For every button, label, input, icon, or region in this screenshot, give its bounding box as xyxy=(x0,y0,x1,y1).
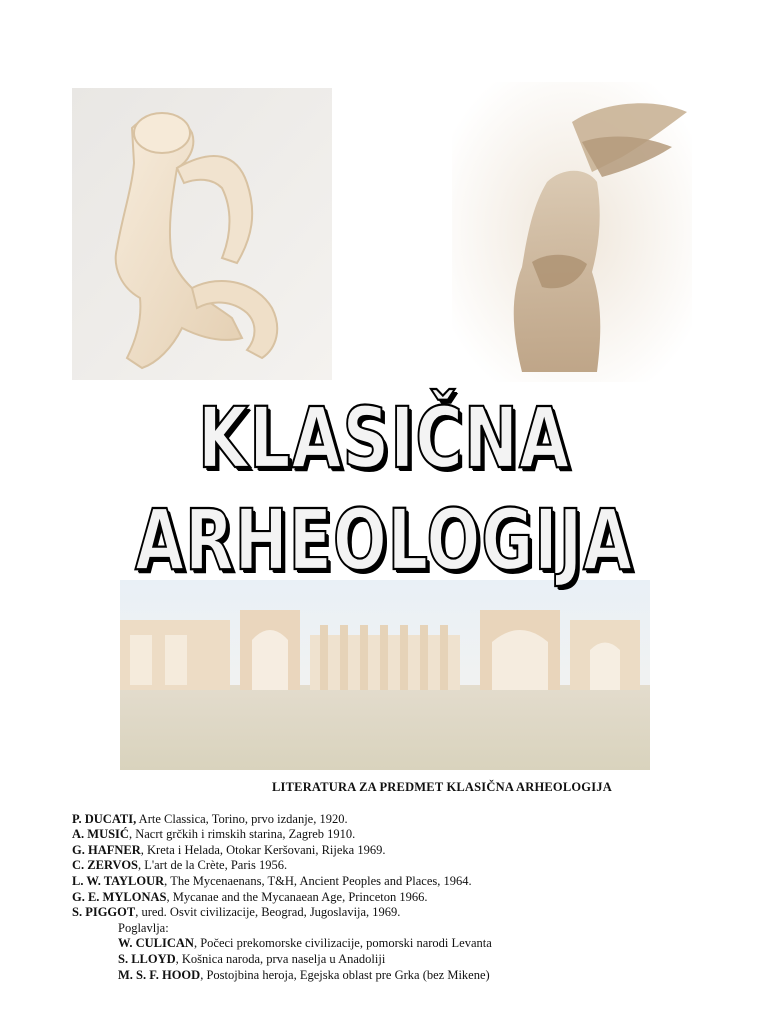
entry-text: , Kreta i Helada, Otokar Keršovani, Rijeka 1969. xyxy=(140,842,386,857)
chapter-text: , Postojbina heroja, Egejska oblast pre Grka (bez Mikene) xyxy=(200,967,490,982)
chapter-author: M. S. F. HOOD xyxy=(118,967,201,982)
chapter-author: W. CULICAN xyxy=(118,936,194,951)
entry-text: , ured. Osvit civilizacije, Beograd, Jugoslavija, 1969. xyxy=(135,905,401,920)
entry-author: L. W. TAYLOUR xyxy=(72,873,165,888)
bibliography-entry xyxy=(72,905,712,921)
ruins-landscape-icon xyxy=(120,580,650,770)
chapters-label: Poglavlja: xyxy=(118,920,169,935)
bibliography-entry xyxy=(72,874,712,890)
title-line-1: KLASIČNA xyxy=(197,389,571,487)
bibliography-entry xyxy=(72,827,712,843)
entry-text: , L'art de la Crète, Paris 1956. xyxy=(138,858,288,873)
entry-author: C. ZERVOS xyxy=(72,858,138,873)
chapter-entry xyxy=(72,968,712,984)
winged-victory-statue-icon xyxy=(452,82,692,382)
entry-author: A. MUSIĆ xyxy=(72,827,129,842)
chapter-entry xyxy=(72,952,712,968)
entry-text: , The Mycenaenans, T&H, Ancient Peoples and Places, 1964. xyxy=(164,873,472,888)
bibliography-entry xyxy=(72,858,712,874)
entry-author: G. HAFNER xyxy=(72,842,141,857)
entry-author: G. E. MYLONAS xyxy=(72,889,167,904)
bibliography-entry xyxy=(72,890,712,906)
bibliography-heading: LITERATURA ZA PREDMET KLASIČNA ARHEOLOGIJA xyxy=(272,780,612,794)
bibliography-entry xyxy=(72,812,712,828)
chapter-author: S. LLOYD xyxy=(118,951,176,966)
entry-author: S. PIGGOT xyxy=(72,905,136,920)
entry-text: Arte Classica, Torino, prvo izdanje, 1920. xyxy=(136,811,348,826)
entry-text: , Mycanae and the Mycanaean Age, Princeton 1966. xyxy=(166,889,428,904)
chapter-entry xyxy=(72,936,712,952)
bibliography xyxy=(72,780,712,983)
entry-author: P. DUCATI, xyxy=(72,811,137,826)
bibliography-entry xyxy=(72,843,712,859)
chapter-text: , Počeci prekomorske civilizacije, pomorski narodi Levanta xyxy=(193,936,492,951)
chapter-text: , Košnica naroda, prva naselja u Anadoliji xyxy=(175,951,386,966)
entry-text: , Nacrt grčkih i rimskih starina, Zagreb 1910. xyxy=(128,827,356,842)
seated-statue-icon xyxy=(72,88,332,380)
title-line-2: ARHEOLOGIJA xyxy=(134,491,634,589)
